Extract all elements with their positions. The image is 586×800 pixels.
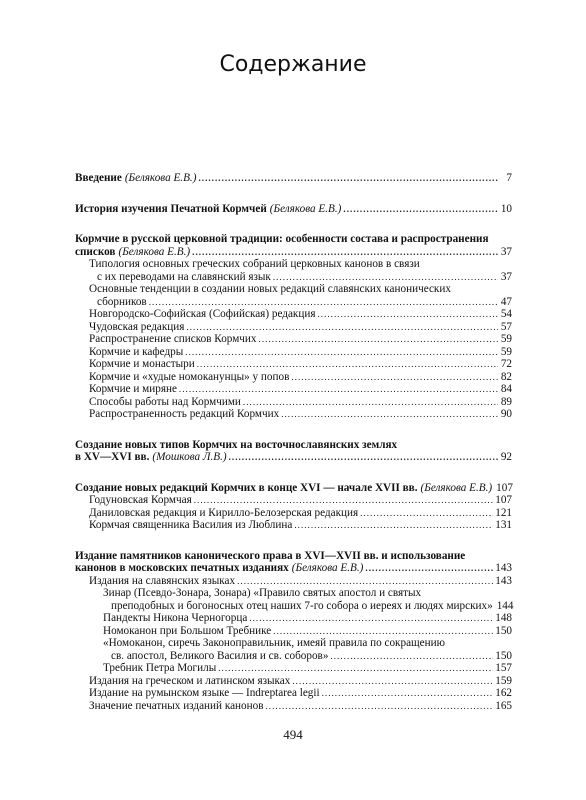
toc-entry — [75, 371, 512, 384]
dot-leader — [273, 271, 498, 284]
toc-entry-title: сборников — [97, 295, 147, 308]
toc-entry-page: 82 — [500, 370, 512, 383]
dot-leader — [243, 396, 498, 409]
dot-leader — [192, 246, 498, 259]
toc-entry-title: канонов в московских печатных изданиях — [75, 562, 289, 574]
toc-entry-title: Кормчие и «худые номоканунцы» у попов — [89, 370, 290, 383]
toc-entry-author: (Белякова Е.В.) — [420, 481, 493, 494]
toc-entry-title: св. апостол, Великого Василия и св. соборов» — [111, 649, 329, 662]
toc-entry — [75, 203, 512, 216]
toc-entry-title: Издания на славянских языках — [89, 574, 236, 587]
toc-entry — [75, 396, 512, 409]
dot-leader — [266, 700, 494, 713]
page-title: Содержание — [219, 52, 367, 77]
toc-entry — [75, 494, 512, 507]
toc-entry — [75, 612, 512, 625]
toc-entry-author: (Мошкова Л.В.) — [152, 451, 227, 463]
dot-leader — [291, 371, 498, 384]
toc-entry-page: 143 — [495, 562, 512, 574]
toc-entry-title: Основные тенденции в создании новых редакций славянских канонических — [89, 283, 451, 295]
toc-entry-title: Годуновская Кормчая — [89, 494, 192, 506]
toc-entry-page: 59 — [500, 345, 512, 358]
toc-entry-page: 89 — [500, 395, 512, 408]
toc-entry-page: 148 — [495, 612, 512, 624]
toc-entry — [75, 233, 512, 258]
toc-entry — [75, 283, 512, 308]
toc-entry-page: 72 — [500, 358, 512, 370]
toc-entry — [75, 687, 512, 700]
toc-entry-title: Требник Петра Могилы — [103, 662, 217, 674]
toc-entry-author: (Белякова Е.В.) — [124, 172, 197, 184]
toc-entry-title: Даниловская редакция и Кирилло-Белозерская редакция — [89, 506, 359, 519]
toc-entry-title: Кормчие в русской церковной традиции: особенности состава и распространения — [75, 233, 489, 245]
dot-leader — [317, 308, 498, 321]
toc-entry — [75, 575, 512, 588]
toc-entry-title: Издание на румынском языке — Indreptarea legii — [89, 687, 320, 699]
toc-entry-author: (Белякова Е.В.) — [269, 202, 342, 215]
toc-entry — [75, 700, 512, 713]
dot-leader — [281, 408, 498, 421]
toc-entry-title: Способы работы над Кормчими — [89, 395, 241, 408]
page-number: 494 — [283, 727, 303, 742]
toc-entry-page: 150 — [495, 649, 512, 662]
toc-entry — [75, 333, 512, 346]
toc-entry — [75, 346, 512, 359]
toc-entry — [75, 321, 512, 334]
dot-leader — [218, 662, 493, 675]
toc-entry-page: 59 — [500, 333, 512, 345]
toc-entry-title: Пандекты Никона Черногорца — [103, 612, 248, 624]
toc-entry-page: 143 — [495, 574, 512, 587]
toc-entry-title: Новгородско-Софийская (Софийская) редакция — [89, 308, 316, 320]
toc-entry — [75, 308, 512, 321]
toc-entry-title: Издание памятников канонического права в XVI—XVII вв. и использование — [75, 549, 466, 562]
toc-entry-title: «Номоканон, сиречь Законоправильник, имеяй правила по сокращению — [103, 637, 445, 649]
dot-leader — [365, 562, 493, 575]
dot-leader — [343, 203, 498, 216]
toc-entry-page: 107 — [496, 481, 513, 494]
dot-leader — [229, 451, 498, 464]
toc-entry-page: 37 — [500, 270, 512, 283]
toc-entry-title: Номоканон при Большом Требнике — [103, 624, 272, 637]
toc-entry — [75, 625, 512, 638]
dot-leader — [292, 675, 493, 688]
toc-entry-page: 57 — [500, 320, 512, 333]
dot-leader — [185, 346, 498, 359]
toc-entry-title: Типология основных греческих собраний церковных канонов в связи — [89, 258, 420, 270]
dot-leader — [273, 625, 493, 638]
toc-entry-title: Зинар (Псевдо-Зонара, Зонара) «Правило святых апостол и святых — [103, 587, 422, 599]
toc-entry — [75, 675, 512, 688]
toc-entry-title: Издания на греческом и латинском языках — [89, 674, 291, 687]
toc-entry-page: 47 — [500, 295, 512, 308]
toc-entry-title: Кормчие и монастыри — [89, 358, 195, 370]
toc-entry-page: 90 — [500, 408, 512, 420]
toc-entry-title: Распространение списков Кормчих — [89, 333, 257, 345]
toc-entry — [75, 358, 512, 371]
toc-entry-title: Кормчие и миряне — [89, 383, 177, 395]
toc-entry — [75, 383, 512, 396]
toc-entry-page: 157 — [495, 662, 512, 674]
dot-leader — [249, 612, 493, 625]
dot-leader — [186, 321, 498, 334]
toc-entry-title: Создание новых типов Кормчих на восточнославянских землях — [75, 438, 398, 451]
toc-entry-title: Введение — [75, 172, 122, 184]
toc-entry — [75, 408, 512, 421]
toc-entry-title: преподобных и богоносных отец наших 7-го собора о иереях и людях мирских» — [111, 599, 493, 612]
toc-entry — [75, 587, 512, 612]
toc-entry — [75, 507, 512, 520]
toc-entry — [75, 550, 512, 575]
toc-entry — [75, 637, 512, 662]
toc-entry-page: 84 — [500, 383, 512, 395]
dot-leader — [330, 650, 493, 663]
toc-entry-page: 7 — [506, 172, 512, 184]
toc-entry — [75, 482, 512, 495]
dot-leader — [198, 172, 498, 185]
toc-entry-page: 162 — [495, 687, 512, 699]
dot-leader — [322, 687, 494, 700]
dot-leader — [194, 494, 494, 507]
toc-entry — [75, 258, 512, 283]
toc-entry-page: 37 — [500, 245, 512, 258]
dot-leader — [197, 358, 498, 371]
toc-entry-page: 131 — [495, 519, 512, 531]
toc-entry-page: 121 — [495, 506, 512, 519]
dot-leader — [259, 333, 498, 346]
toc-entry-title: Кормчие и кафедры — [89, 345, 184, 358]
dot-leader — [149, 296, 498, 309]
toc-entry-page: 165 — [495, 699, 512, 712]
toc-entry-title: Создание новых редакций Кормчих в конце XVI — начале XVII вв. — [75, 481, 418, 494]
dot-leader — [360, 507, 493, 520]
toc-entry-title: Кормчая священника Василия из Люблина — [89, 519, 293, 531]
dot-leader — [179, 383, 498, 396]
table-of-contents — [75, 172, 512, 712]
toc-entry-title: списков — [75, 245, 116, 258]
toc-entry — [75, 439, 512, 464]
toc-entry-title: в XV—XVI вв. — [75, 451, 150, 463]
toc-entry-title: Значение печатных изданий канонов — [89, 699, 264, 712]
toc-entry-author: (Белякова Е.В.) — [291, 562, 364, 574]
toc-entry-page: 150 — [495, 624, 512, 637]
dot-leader — [294, 519, 493, 532]
toc-entry — [75, 519, 512, 532]
toc-entry-page: 144 — [496, 599, 514, 612]
toc-entry-title: Распространенность редакций Кормчих — [89, 408, 280, 420]
toc-entry — [75, 662, 512, 675]
toc-entry-page: 54 — [500, 308, 512, 320]
toc-entry-author: (Белякова Е.В.) — [118, 245, 191, 258]
toc-entry-title: История изучения Печатной Кормчей — [75, 202, 267, 215]
toc-entry — [75, 172, 512, 185]
toc-entry-title: с их переводами на славянский язык — [97, 270, 271, 283]
toc-entry-page: 107 — [495, 494, 512, 506]
toc-entry-page: 159 — [495, 674, 512, 687]
toc-entry-page: 10 — [500, 202, 512, 215]
dot-leader — [237, 575, 493, 588]
toc-entry-page: 92 — [500, 451, 512, 463]
toc-entry-title: Чудовская редакция — [89, 320, 185, 333]
